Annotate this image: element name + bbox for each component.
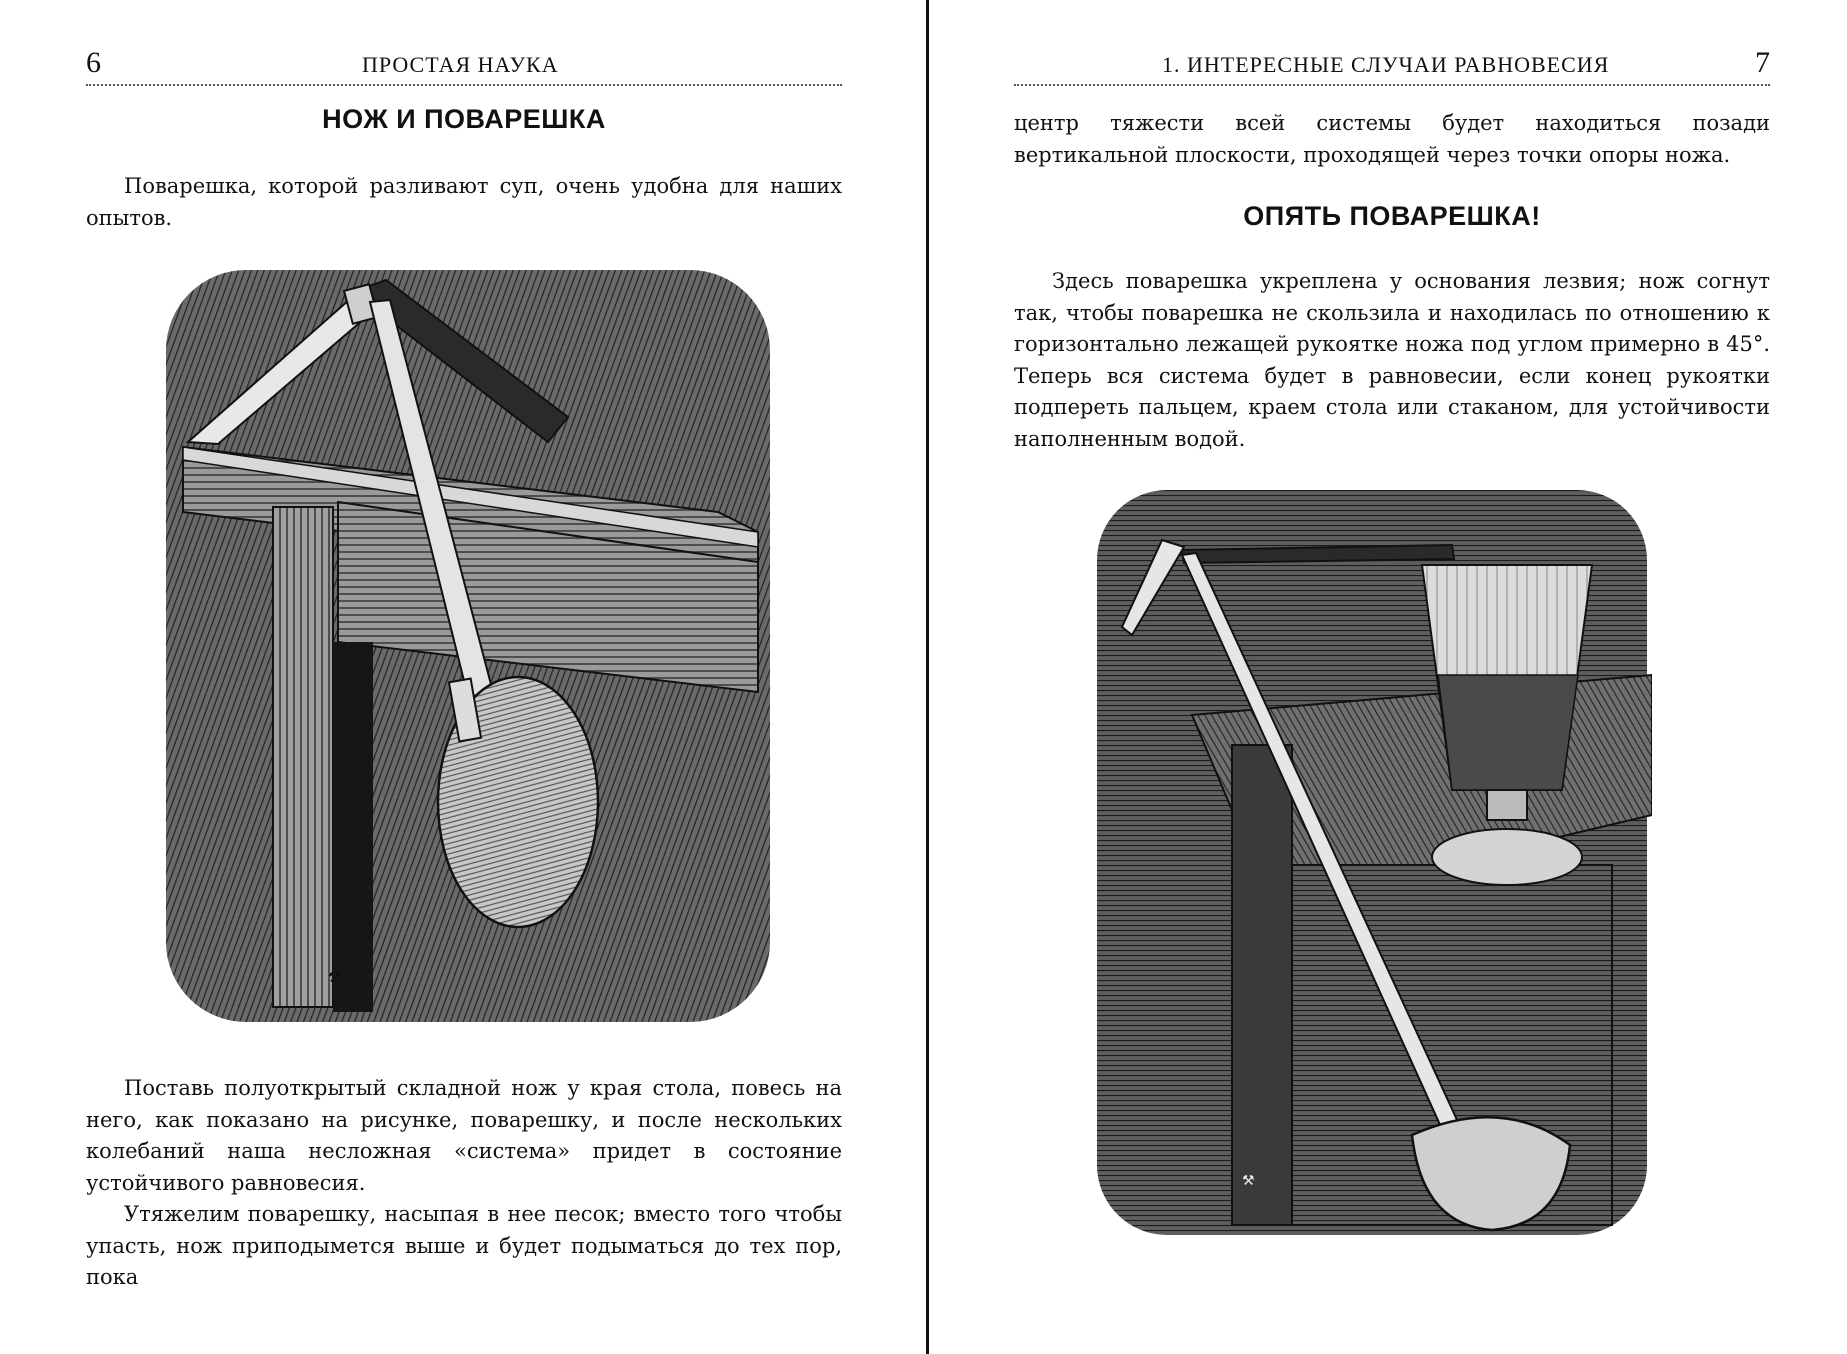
running-title: ПРОСТАЯ НАУКА xyxy=(362,52,559,77)
running-title: 1. ИНТЕРЕСНЫЕ СЛУЧАИ РАВНОВЕСИЯ xyxy=(1162,52,1610,77)
page-number: 7 xyxy=(1755,46,1770,79)
section-heading: ОПЯТЬ ПОВАРЕШКА! xyxy=(1243,201,1541,231)
svg-text:⚒: ⚒ xyxy=(1242,1173,1255,1189)
section-heading: НОЖ И ПОВАРЕШКА xyxy=(322,104,606,134)
paragraph: Утяжелим поварешку, насыпая в нее песок; вместо того чтобы упасть, нож приподымется выше и будет подыматься до тех пор, пока xyxy=(86,1202,842,1289)
page-number: 6 xyxy=(86,46,101,79)
svg-text:⚒: ⚒ xyxy=(328,970,341,986)
running-header xyxy=(1014,44,1770,86)
knife-ladle-engraving-icon xyxy=(158,262,778,1030)
paragraph: центр тяжести всей системы будет находиться позади вертикальной плоскости, проходящей через точки опоры ножа. xyxy=(1014,111,1770,167)
ladle-glass-engraving-icon xyxy=(1092,485,1652,1245)
running-header xyxy=(86,44,842,86)
right-page xyxy=(932,0,1847,1354)
paragraph: Здесь поварешка укреплена у основания лезвия; нож согнут так, чтобы поварешка не скользила и находилась по отношению к горизонтально лежащей рукоятке ножа под углом примерно в 45°. Теперь вся система будет в равновесии, если конец рукоятки подпереть пальцем, краем стола или стаканом, для устойчивости наполненным водой. xyxy=(1014,269,1770,451)
paragraph: Поставь полуоткрытый складной нож у края стола, повесь на него, как показано на рисунке, поварешку, и после нескольких колебаний наша несложная «система» придет в состояние устойчивого равновесия. xyxy=(86,1076,842,1195)
paragraph: Поварешка, которой разливают суп, очень удобна для наших опытов. xyxy=(86,174,842,230)
